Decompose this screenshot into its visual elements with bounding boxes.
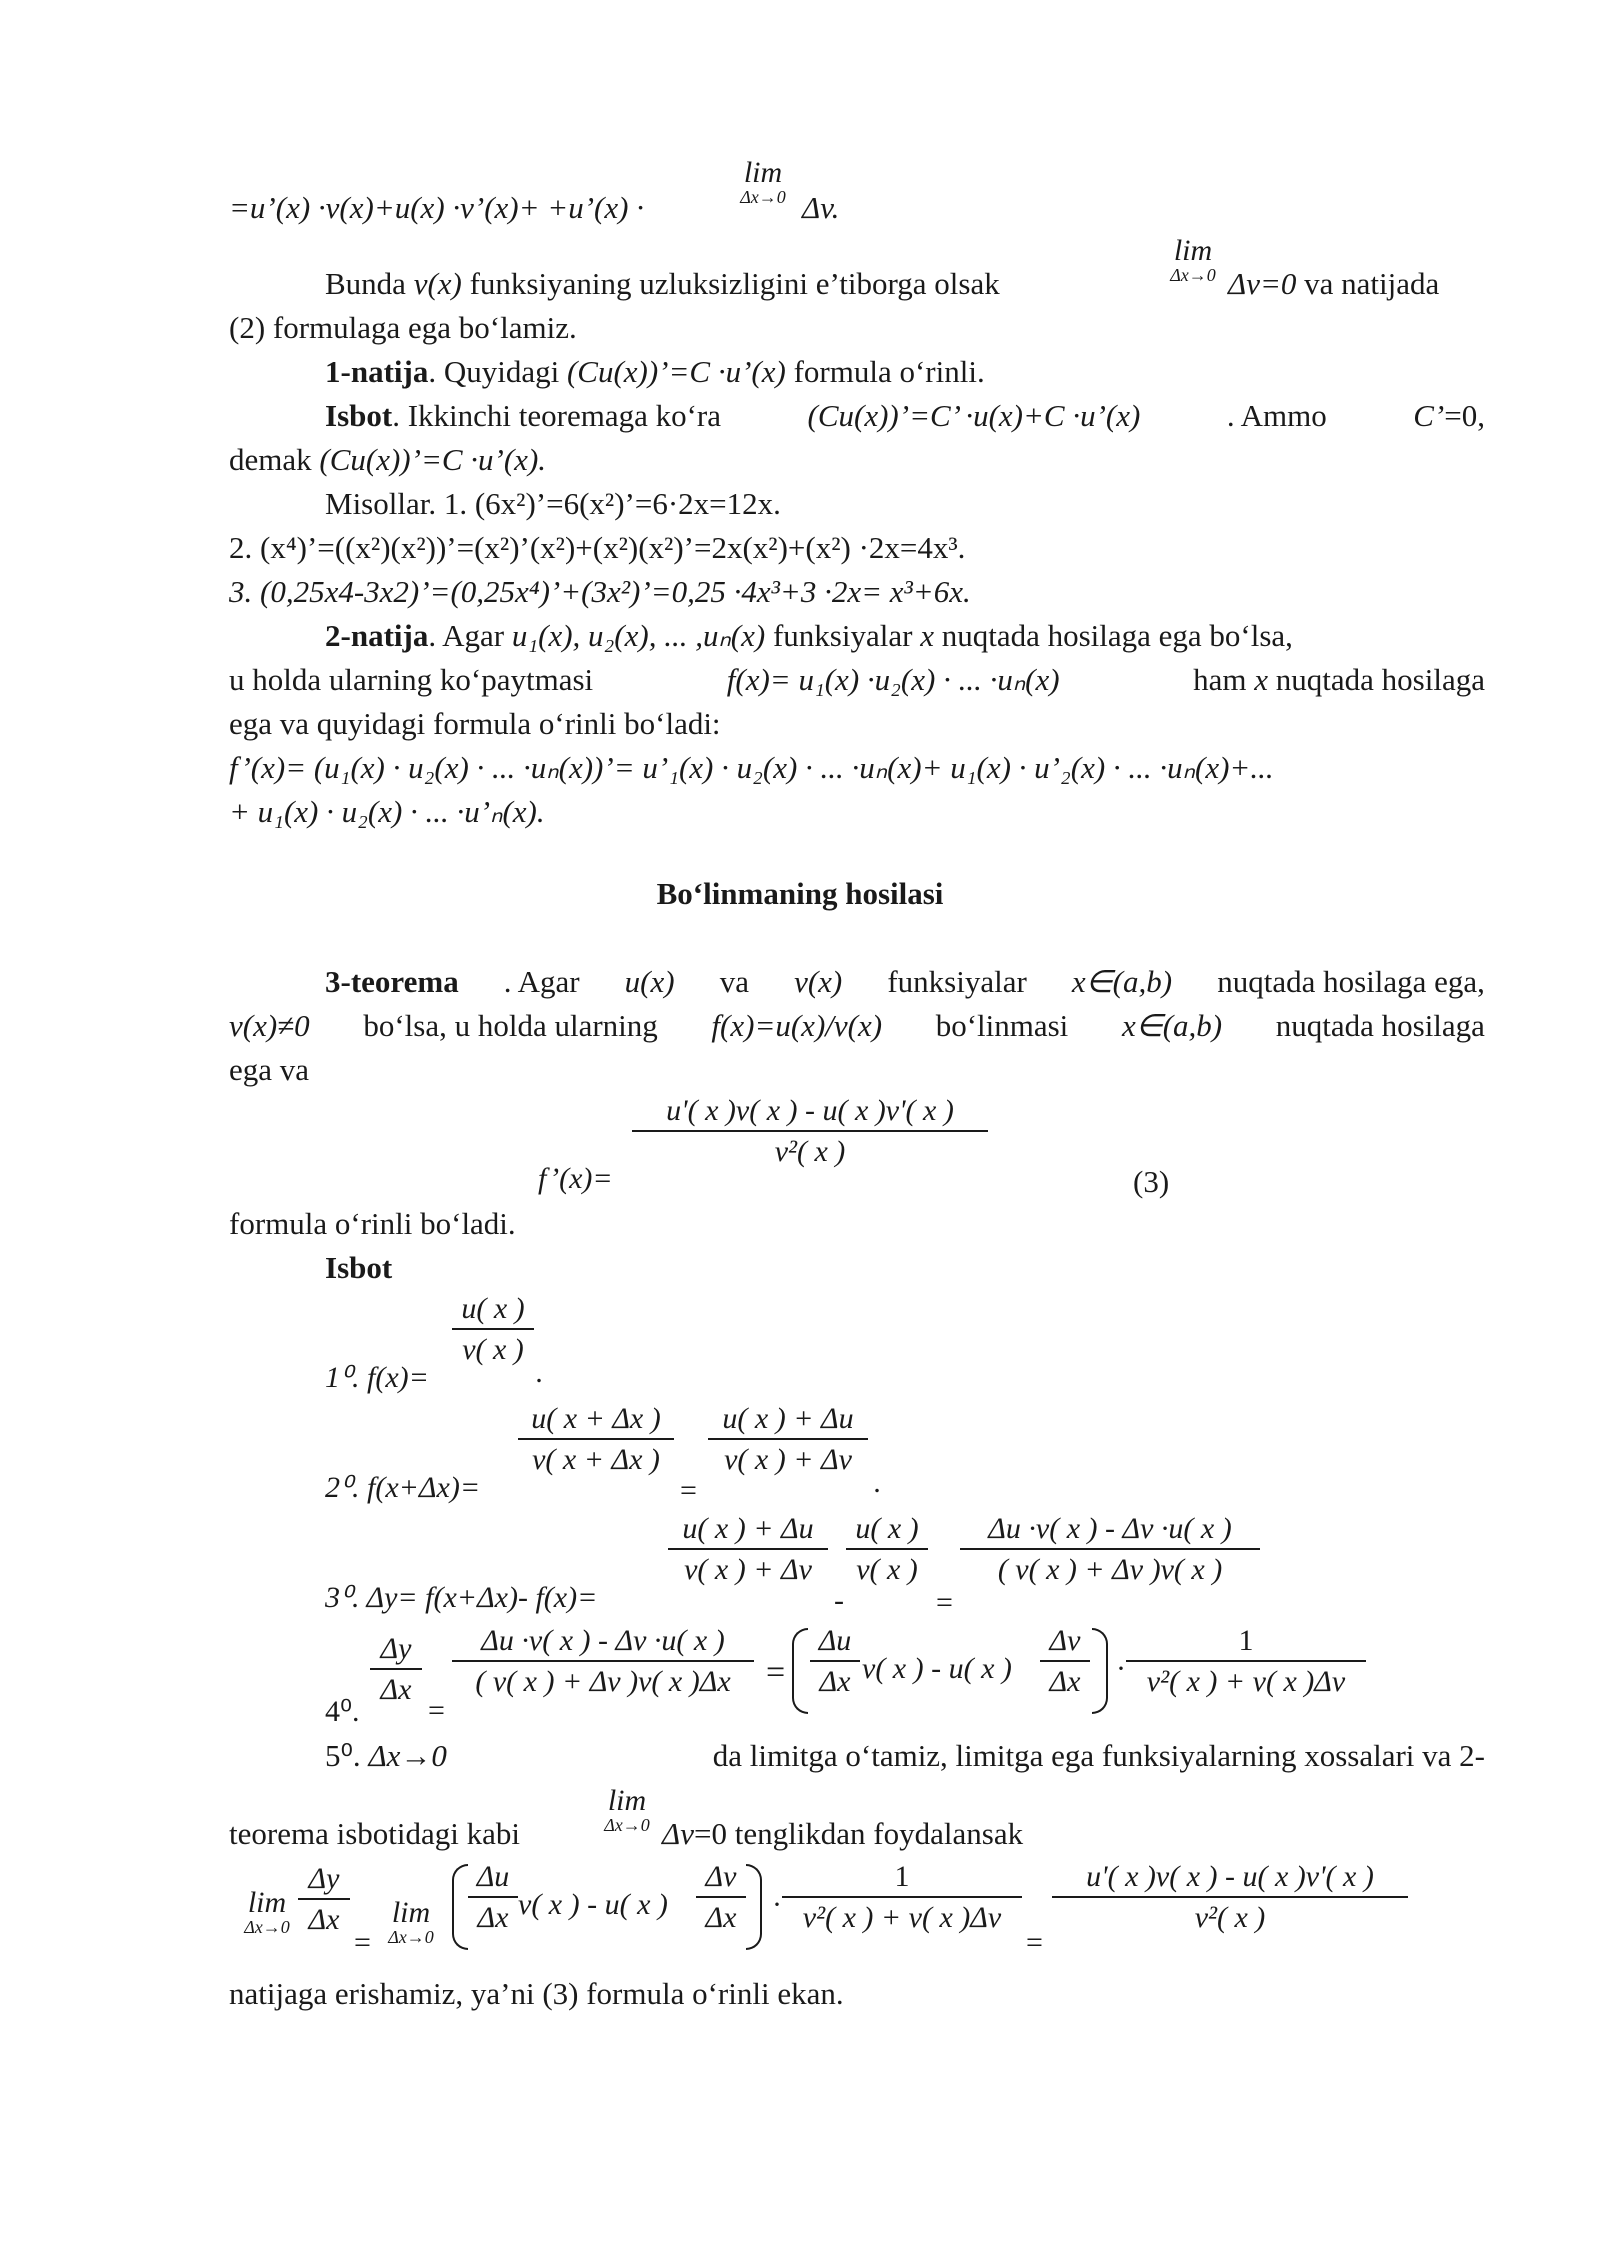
step-3-fraction-1: u( x ) + Δu v( x ) + Δv xyxy=(668,1510,828,1590)
corollary-2-formula-1: f’(x)= (u₁(x) · u₂(x) · ... ·uₙ(x))’= u’₁(x) · u₂(x) · ... ·uₙ(x)+ u₁(x) · u’₂(x) · ... ·uₙ(x)+... xyxy=(229,750,1274,785)
formula-3-tag: (3) xyxy=(1133,1164,1170,1199)
paragraph-bunda: Bunda v(x) funksiyaning uzluksizligini e’tiborga olsak xyxy=(325,266,1000,301)
step-3-fraction-3: Δu ·v( x ) - Δv ·u( x ) ( v( x ) + Δv )v( x ) xyxy=(960,1510,1260,1590)
paragraph-bunda-end: Δv=0 va natijada xyxy=(1228,266,1440,301)
final-fraction-1: Δy Δx xyxy=(298,1860,350,1940)
limit-symbol-final-2: lim Δx→0 xyxy=(388,1896,434,1947)
step-4-middle: v( x ) - u( x ) xyxy=(862,1652,1012,1685)
final-paren-fraction-1: Δu Δx xyxy=(468,1858,518,1938)
step-4-fraction-1: Δy Δx xyxy=(370,1630,422,1710)
formula-ok-text: formula o‘rinli bo‘ladi. xyxy=(229,1206,516,1241)
step-4-paren-fraction-2: Δv Δx xyxy=(1040,1622,1090,1702)
step-2-equals: = xyxy=(680,1474,697,1507)
corollary-2-formula-2: + u₁(x) · u₂(x) · ... ·u’ₙ(x). xyxy=(229,794,545,829)
step-4-equals-2: = xyxy=(766,1654,786,1691)
step-5-line2: teorema isbotidagi kabi xyxy=(229,1816,520,1851)
line-continued-formula xyxy=(229,190,644,226)
step-4-right-paren xyxy=(1092,1628,1108,1714)
final-dot: · xyxy=(772,1888,782,1921)
proof-1-line2: demak (Cu(x))’=C ·u’(x). xyxy=(229,442,547,477)
example-2: 2. (x⁴)’=((x²)(x²))’=(x²)’(x²)+(x²)(x²)’=2x(x²)+(x²) ·2x=4x³. xyxy=(229,530,966,565)
step-4-fraction-3: 1 v²( x ) + v( x )Δv xyxy=(1126,1622,1366,1702)
step-1-label: 1⁰. f(x)= xyxy=(325,1361,429,1394)
step-4-equals-1: = xyxy=(428,1694,445,1727)
step-3-fraction-2: u( x ) v( x ) xyxy=(846,1510,928,1590)
final-equals-1: = xyxy=(354,1926,371,1959)
step-4-paren-fraction-1: Δu Δx xyxy=(810,1622,860,1702)
final-paren-fraction-2: Δv Δx xyxy=(696,1858,746,1938)
limit-symbol: lim Δx→0 xyxy=(1170,234,1216,285)
paragraph-bunda-line2: (2) formulaga ega bo‘lamiz. xyxy=(229,310,577,345)
theorem-3-line3: ega va xyxy=(229,1052,310,1087)
proof-1: Isbot. Ikkinchi teoremaga ko‘ra (Cu(x))’=C’ ·u(x)+C ·u’(x) . Ammo C’=0, xyxy=(325,398,1485,433)
step-1-fraction: u( x ) v( x ) xyxy=(452,1290,534,1370)
formula-3-fraction: u'( x )v( x ) - u( x )v'( x ) v²( x ) xyxy=(632,1092,988,1172)
step-2-fraction-1: u( x + Δx ) v( x + Δx ) xyxy=(518,1400,674,1480)
final-middle: v( x ) - u( x ) xyxy=(518,1888,668,1921)
limit-symbol: lim Δx→0 xyxy=(604,1784,650,1835)
final-left-paren xyxy=(452,1864,468,1950)
limit-symbol: lim Δx→0 xyxy=(740,156,786,207)
step-5: 5⁰. Δx→0 da limitga o‘tamiz, limitga ega funksiyalarning xossalari va 2- xyxy=(325,1738,1485,1773)
step-3-minus: - xyxy=(834,1584,844,1617)
step-1-end: . xyxy=(536,1356,544,1389)
section-heading: Bo‘linmaning hosilasi xyxy=(656,876,944,911)
step-4-label: 4⁰. xyxy=(325,1695,360,1728)
step-2-end: . xyxy=(874,1466,882,1499)
step-4-dot: · xyxy=(1116,1652,1126,1685)
step-4-left-paren xyxy=(792,1628,808,1714)
formula-3-lhs: f’(x)= xyxy=(538,1162,613,1195)
final-equals-2: = xyxy=(1026,1926,1043,1959)
limit-symbol-final-1: lim Δx→0 xyxy=(244,1886,290,1937)
theorem-3-line2: v(x)≠0 bo‘lsa, u holda ularning f(x)=u(x)/v(x) bo‘linmasi x∈(a,b) nuqtada hosilaga xyxy=(229,1008,1485,1043)
step-2-fraction-2: u( x ) + Δu v( x ) + Δv xyxy=(708,1400,868,1480)
closing-sentence: natijaga erishamiz, ya’ni (3) formula o‘rinli ekan. xyxy=(229,1976,844,2011)
corollary-2-line3: ega va quyidagi formula o‘rinli bo‘ladi: xyxy=(229,706,721,741)
example-3: 3. (0,25x4-3x2)’=(0,25x⁴)’+(3x²)’=0,25 ·4x³+3 ·2x= x³+6x. xyxy=(229,574,971,609)
step-3-label: 3⁰. Δy= f(x+Δx)- f(x)= xyxy=(325,1581,598,1614)
step-3-equals: = xyxy=(936,1586,953,1619)
corollary-2-line2: u holda ularning ko‘paytmasi f(x)= u₁(x) ·u₂(x) · ... ·uₙ(x) ham x nuqtada hosilaga xyxy=(229,662,1485,697)
step-2-label: 2⁰. f(x+Δx)= xyxy=(325,1471,481,1504)
formula-end: Δv. xyxy=(802,190,840,225)
step-5-line2-end: Δv=0 tenglikdan foydalansak xyxy=(662,1816,1024,1851)
final-right-paren xyxy=(746,1864,762,1950)
example-1: Misollar. 1. (6x²)’=6(x²)’=6·2x=12x. xyxy=(325,486,781,521)
proof-2-label: Isbot xyxy=(325,1250,393,1285)
final-fraction-3: 1 v²( x ) + v( x )Δv xyxy=(782,1858,1022,1938)
corollary-1: 1-natija. Quyidagi (Cu(x))’=C ·u’(x) formula o‘rinli. xyxy=(325,354,985,389)
formula-text: =u’(x) ·v(x)+u(x) ·v’(x)+ +u’(x) · xyxy=(229,190,644,225)
step-4-fraction-2: Δu ·v( x ) - Δv ·u( x ) ( v( x ) + Δv )v( x )Δx xyxy=(452,1622,754,1702)
corollary-2: 2-natija. Agar u₁(x), u₂(x), ... ,uₙ(x) funksiyalar x nuqtada hosilaga ega bo‘lsa, xyxy=(325,618,1293,653)
theorem-3: 3-teorema . Agar u(x) va v(x) funksiyalar x∈(a,b) nuqtada hosilaga ega, xyxy=(325,964,1485,999)
final-fraction-4: u'( x )v( x ) - u( x )v'( x ) v²( x ) xyxy=(1052,1858,1408,1938)
